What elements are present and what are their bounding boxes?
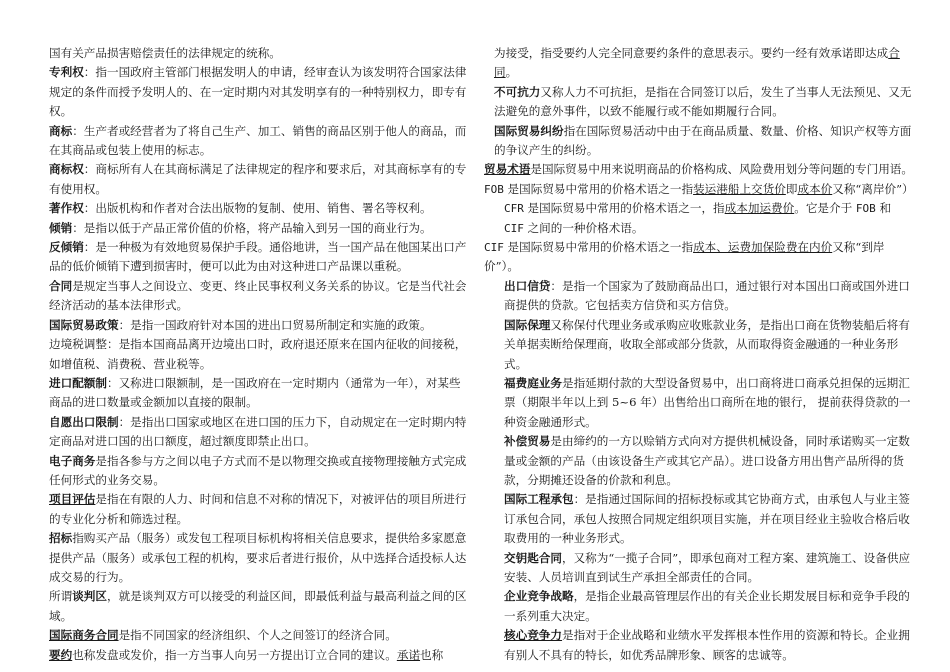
definition-text: 承诺	[396, 647, 421, 662]
term-label: 企业竞争战略	[504, 589, 574, 604]
definition-entry	[484, 83, 914, 122]
definition-text: ：是指一国政府针对本国的进出口贸易所制定和实施的政策。	[118, 317, 432, 332]
definition-entry	[49, 413, 469, 452]
term-label: 招标	[49, 531, 73, 546]
definition-text: CIF	[484, 241, 504, 255]
definition-text: 和	[875, 201, 892, 216]
definition-text: ：生产者或经营者为了将自己生产、加工、销售的商品区别于他人的商品，而在其商品或包装上使用的标志。	[49, 123, 467, 158]
definition-text: 是指不同国家的经济组织、个人之间签订的经济合同。	[118, 628, 397, 643]
left-column	[49, 44, 469, 665]
definition-text: 是国际贸易中常用的价格术语之一指	[503, 181, 694, 196]
term-label: 交钥匙合同	[504, 550, 562, 565]
definition-entry	[49, 219, 469, 238]
term-label: 福费庭业务	[504, 375, 562, 390]
term-label: 谈判区	[72, 589, 107, 604]
definition-entry	[484, 626, 914, 665]
definition-text: ：出版机构和作者对合法出版物的复制、使用、销售、署名等权利。	[83, 201, 432, 216]
definition-text: 成本、运费加保险费在内价	[693, 240, 833, 255]
definition-text: 指在国际贸易活动中由于在商品质量、数量、价格、知识产权等方面的争议产生的纠纷。	[494, 123, 912, 158]
definition-text: ，就是谈判双方可以接受的利益区间，即最低利益与最高利益之间的区域。	[49, 589, 467, 623]
definition-entry	[484, 180, 914, 199]
term-label: 电子商务	[49, 453, 96, 468]
definition-entry	[49, 529, 469, 587]
definition-text: 又称“离岸价”）	[832, 181, 914, 196]
definition-text: 是国际贸易中常用的价格术语之一指	[503, 240, 694, 255]
definition-entry	[484, 199, 914, 238]
term-label: 专利权	[49, 65, 84, 80]
definition-text: 国有关产品损害赔偿责任的法律规定的统称。	[49, 46, 281, 60]
definition-entry	[484, 316, 914, 374]
definition-text: ：是指一个国家为了鼓励商品出口，通过银行对本国出口商或国外进口商提供的贷款。它包括卖方信贷和买方信贷。	[504, 278, 910, 313]
definition-text: CFR	[504, 202, 524, 216]
definition-text: 是国际贸易中常用的价格术语之一，指	[523, 201, 725, 216]
definition-text: 是由缔约的一方以赊销方式向对方提供机械设备，同时承诺购买一定数量或金额的产品（由该设备生产或其它产品）。进口设备方用出售产品所得的货款，分期摊还设备的价款和利息。	[504, 434, 910, 487]
definition-text: 装运港船上交货价	[693, 181, 786, 196]
definition-text: ：指一国政府主管部门根据发明人的申请，经审查认为该发明符合国家法律规定的条件而授予发明人的、在一定时期内对其发明享有的一种特别权力，即专有权。	[49, 65, 467, 119]
definition-entry	[484, 587, 914, 626]
definition-entry	[49, 277, 469, 316]
definition-entry	[484, 122, 914, 161]
definition-entry	[484, 432, 914, 490]
definition-entry	[49, 587, 469, 626]
term-label: 国际商务合同	[49, 628, 119, 643]
definition-text: 成本价	[797, 181, 833, 196]
definition-entry	[49, 374, 469, 413]
definition-entry	[49, 316, 469, 335]
definition-text: 之间的一种价格术语。	[523, 220, 644, 235]
term-label: 贸易术语	[484, 162, 531, 177]
definition-text: 指购买产品（服务）或发包工程项目标机构将相关信息要求，提供给多家愿意提供产品（服务）或承包工程的机构，要求后者进行报价，从中选择合适投标人达成交易的行为。	[49, 531, 467, 584]
definition-text: 又称“到岸价”）。	[484, 240, 885, 274]
definition-entry	[49, 238, 469, 277]
term-label: 国际贸易政策	[49, 317, 119, 332]
term-label: 合同	[49, 278, 73, 293]
definition-text: ：又称进口限额制，是一国政府在一定时期内（通常为一年），对某些商品的进口数量或金额加以直接的限制。	[49, 375, 461, 410]
definition-entry	[49, 199, 469, 218]
definition-text: ：是指出口国家或地区在进口国的压力下，自动规定在一定时期内特定商品对进口国的出口额度，超过额度即禁止出口。	[49, 414, 467, 449]
definition-entry	[484, 238, 914, 277]
term-label: 补偿贸易	[504, 434, 551, 449]
definition-entry	[49, 44, 469, 63]
definition-entry	[484, 374, 914, 432]
definition-entry	[49, 452, 469, 491]
definition-text: 。	[505, 65, 518, 80]
term-label: 出口信贷	[504, 278, 551, 293]
definition-text: FOB	[484, 182, 504, 196]
definition-text: 也称发盘或发价，指一方当事人向另一方提出订立合同的建议。	[72, 647, 397, 662]
definition-text: 所谓	[49, 589, 73, 604]
definition-text: ，是指企业最高管理层作出的有关企业长期发展目标和竞争手段的一系列重大决定。	[504, 589, 910, 623]
definition-text: 是指各参与方之间以电子方式而不是以物理交换或直接物理接触方式完成任何形式的业务交易。	[49, 453, 467, 487]
definition-text: 是指延期付款的大型设备贸易中，出口商将进口商承兑担保的远期汇票（期限半年以上到 5~6 年）出售给出口商所在地的银行， 提前获得贷款的一种资金融通形式。	[504, 375, 911, 429]
definition-text: ：是指通过国际间的招标投标或其它协商方式，由承包人与业主签订承包合同，承包人按照合同规定组织项目实施，并在项目经业主验收合格后收取费用的一种业务形式。	[504, 492, 910, 546]
definition-text: CIF	[504, 221, 524, 235]
definition-text: 是指在有限的人力、时间和信息不对称的情况下，对被评估的项目所进行的专业化分析和筛选过程。	[49, 492, 467, 526]
definition-entry	[49, 63, 469, 121]
definition-text: 又称保付代理业务或承购应收账款业务，是指出口商在货物装船后将有关单据卖断给保理商，收取全部或部分货款，从而取得资金融通的一种业务形式。	[504, 317, 910, 371]
term-label: 国际工程承包	[504, 492, 574, 507]
term-label: 要约	[49, 647, 73, 662]
definition-entry	[49, 122, 469, 161]
definition-text: 边境税调整：是指本国商品离开边境出口时，政府退还原来在国内征收的间接税，如增值税、消费税、营业税等。	[49, 337, 467, 371]
definition-text: 是规定当事人之间设立、变更、终止民事权利义务关系的协议。它是当代社会经济活动的基本法律形式。	[49, 278, 467, 313]
definition-text: 是指对于企业战略和业绩水平发挥根本性作用的资源和特长。企业拥有别人不具有的特长，如优秀品牌形象、顾客的忠诚等。	[504, 628, 910, 662]
definition-text: ，又称为“一揽子合同”，即承包商对工程方案、建筑施工、设备供应安装、人员培训直到试生产承担全部责任的合同。	[504, 550, 911, 584]
definition-text: 成本加运费价	[724, 201, 795, 216]
term-label: 核心竞争力	[504, 628, 562, 643]
right-column	[484, 44, 914, 665]
term-label: 项目评估	[49, 492, 96, 507]
definition-entry	[49, 335, 469, 374]
term-label: 商标权	[49, 162, 84, 177]
definition-entry	[484, 549, 914, 588]
definition-entry	[484, 277, 914, 316]
definition-text: 也称	[420, 647, 444, 662]
term-label: 国际贸易纠纷	[494, 123, 564, 138]
definition-entry	[484, 44, 914, 83]
term-label: 反倾销	[49, 240, 84, 255]
term-label: 不可抗力	[494, 84, 541, 99]
definition-text: ：商标所有人在其商标满足了法律规定的程序和要求后，对其商标享有的专有使用权。	[49, 162, 467, 196]
definition-text: ：是指以低于产品正常价值的价格，将产品输入到另一国的商业行为。	[72, 220, 432, 235]
definition-entry	[49, 160, 469, 199]
definition-text: 又称人力不可抗拒，是指在合同签订以后，发生了当事人无法预见、又无法避免的意外事件，以致不能履行或不能如期履行合同。	[494, 84, 912, 119]
definition-entry	[49, 626, 469, 645]
term-label: 商标	[49, 123, 73, 138]
definition-entry	[49, 646, 469, 665]
definition-text: ：是一种极为有效地贸易保护手段。通俗地讲，当一国产品在他国某出口产品的低价倾销下遭到损害时，便可以此为由对这种进口产品课以重税。	[49, 240, 467, 274]
term-label: 进口配额制	[49, 375, 107, 390]
term-label: 自愿出口限制	[49, 414, 119, 429]
definition-entry	[484, 490, 914, 548]
term-label: 倾销	[49, 220, 73, 235]
definition-text: 即	[785, 181, 798, 196]
definition-text: 合同	[494, 46, 900, 80]
term-label: 国际保理	[504, 317, 551, 332]
definition-text: 。它是介于	[794, 201, 856, 216]
definition-text: 是国际贸易中用来说明商品的价格构成、风险费用划分等问题的专门用语。	[530, 162, 913, 177]
definition-text: FOB	[855, 202, 876, 216]
term-label: 著作权	[49, 201, 84, 216]
definition-entry	[49, 490, 469, 529]
definition-entry	[484, 160, 914, 179]
definition-text: 为接受，指受要约人完全同意要约条件的意思表示。要约一经有效承诺即达成	[494, 46, 889, 60]
